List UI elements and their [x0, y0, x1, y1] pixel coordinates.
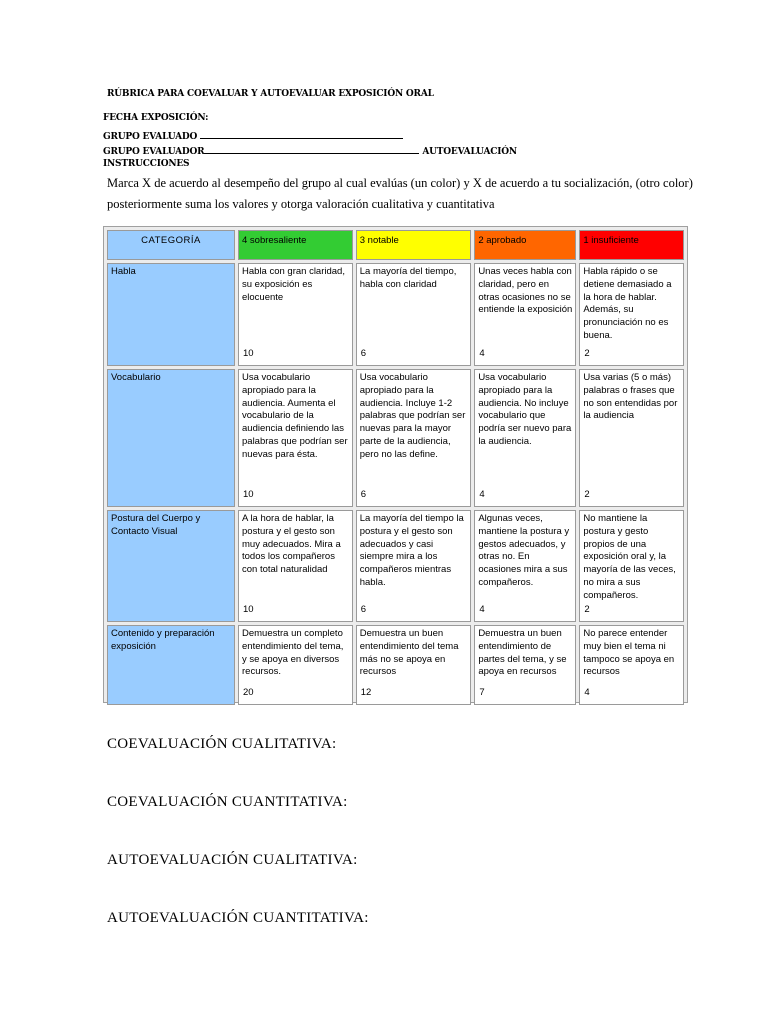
criterion-score: 6	[360, 348, 367, 360]
criterion-text: Usa varias (5 o más) palabras o frases que no son entendidas por la audiencia	[583, 372, 678, 422]
fecha-exposicion-label: FECHA EXPOSICIÓN:	[103, 113, 209, 123]
instructions-line-1: Marca X de acuerdo al desempeño del grupo al cual evalúas (un color) y X de acuerdo a tu socialización, (otro color)	[107, 176, 693, 190]
criterion-text: Usa vocabulario apropiado para la audiencia. No incluye vocabulario que podría ser nuevo para la audiencia.	[478, 372, 572, 447]
criterion-cell[interactable]	[238, 263, 353, 366]
rubric-row-vocabulario	[107, 369, 684, 507]
autoevaluacion-cuantitativa-label: AUTOEVALUACIÓN CUANTITATIVA:	[107, 910, 369, 926]
grupo-evaluador-input-line[interactable]	[204, 144, 419, 154]
autoevaluacion-cualitativa-label: AUTOEVALUACIÓN CUALITATIVA:	[107, 852, 358, 868]
level-header-sobresaliente: 4 sobresaliente	[238, 230, 353, 260]
criterion-score: 10	[243, 348, 254, 360]
level-header-notable: 3 notable	[356, 230, 472, 260]
criterion-text: Algunas veces, mantiene la postura y gestos adecuados, y otras no. En ocasiones mira a sus compañeros.	[478, 513, 570, 588]
coevaluacion-cuantitativa-label: COEVALUACIÓN CUANTITATIVA:	[107, 794, 348, 810]
rubric-row-habla	[107, 263, 684, 366]
criterion-score: 2	[584, 348, 590, 360]
instructions-line-2: posteriormente suma los valores y otorga valoración cualitativa y cuantitativa	[107, 197, 495, 211]
grupo-evaluado-input-line[interactable]	[200, 129, 403, 139]
criterion-cell[interactable]	[238, 625, 353, 705]
criterion-cell[interactable]	[579, 263, 684, 366]
criterion-cell[interactable]	[356, 263, 472, 366]
category-contenido: Contenido y preparación exposición	[107, 625, 235, 705]
criterion-text: La mayoría del tiempo, habla con claridad	[359, 266, 457, 290]
criterion-score: 12	[360, 687, 372, 699]
instrucciones-label: INSTRUCCIONES	[103, 159, 190, 169]
level-header-aprobado: 2 aprobado	[474, 230, 576, 260]
criterion-text: Demuestra un buen entendimiento de partes del tema, y se apoya en recursos	[478, 628, 567, 678]
criterion-text: Habla con gran claridad, su exposición es elocuente	[242, 266, 345, 303]
document-title: RÚBRICA PARA COEVALUAR Y AUTOEVALUAR EXPOSICIÓN ORAL	[107, 89, 434, 99]
criterion-score: 2	[584, 489, 590, 501]
criterion-cell[interactable]	[474, 263, 576, 366]
level-header-insuficiente: 1 insuficiente	[579, 230, 684, 260]
criterion-score: 10	[243, 489, 254, 501]
grupo-evaluado-label: GRUPO EVALUADO	[103, 132, 198, 142]
criterion-cell[interactable]	[474, 625, 576, 705]
criterion-score: 6	[360, 604, 367, 616]
criterion-cell[interactable]	[474, 510, 576, 622]
grupo-evaluado-field	[103, 129, 403, 142]
criterion-text: A la hora de hablar, la postura y el gesto son muy adecuados. Mira a todos los compañeros con total naturalidad	[242, 513, 341, 576]
category-vocabulario: Vocabulario	[107, 369, 235, 507]
criterion-text: Demuestra un buen entendimiento del tema más no se apoya en recursos	[359, 628, 459, 678]
criterion-text: No parece entender muy bien el tema ni tampoco se apoya en recursos	[583, 628, 675, 678]
criterion-text: Habla rápido o se detiene demasiado a la hora de hablar. Además, su pronunciación no es buena.	[583, 266, 672, 341]
rubric-header-row	[107, 230, 684, 260]
rubric-table	[103, 226, 688, 703]
criterion-cell[interactable]	[579, 625, 684, 705]
criterion-score: 4	[479, 604, 485, 616]
coevaluacion-cualitativa-label: COEVALUACIÓN CUALITATIVA:	[107, 736, 337, 752]
grupo-evaluador-label: GRUPO EVALUADOR	[103, 147, 205, 157]
autoevaluacion-label: AUTOEVALUACIÓN	[422, 147, 517, 157]
category-header: CATEGORÍA	[107, 230, 235, 260]
grupo-evaluador-field	[103, 144, 517, 157]
criterion-text: La mayoría del tiempo la postura y el gesto son adecuados y casi siempre mira a los compañeros mientras habla.	[359, 513, 464, 588]
criterion-score: 10	[243, 604, 254, 616]
category-postura: Postura del Cuerpo y Contacto Visual	[107, 510, 235, 622]
criterion-score: 7	[479, 687, 485, 699]
criterion-cell[interactable]	[579, 369, 684, 507]
criterion-cell[interactable]	[238, 369, 353, 507]
criterion-score: 4	[479, 489, 485, 501]
rubric-row-postura	[107, 510, 684, 622]
criterion-score: 6	[360, 489, 367, 501]
category-habla: Habla	[107, 263, 235, 366]
criterion-cell[interactable]	[356, 510, 472, 622]
criterion-score: 4	[584, 687, 590, 699]
criterion-text: Demuestra un completo entendimiento del tema, y se apoya en diversos recursos.	[242, 628, 344, 678]
criterion-cell[interactable]	[579, 510, 684, 622]
criterion-text: No mantiene la postura y gesto propios de una exposición oral y, la mayoría de las veces, no mira a sus compañeros.	[583, 513, 676, 601]
criterion-text: Unas veces habla con claridad, pero en otras ocasiones no se entiende la exposición	[478, 266, 573, 316]
rubric-row-contenido	[107, 625, 684, 705]
criterion-text: Usa vocabulario apropiado para la audiencia. Incluye 1-2 palabras que podrían ser nuevas para la mayor parte de la audiencia, pero no las define.	[359, 372, 466, 460]
criterion-cell[interactable]	[238, 510, 353, 622]
criterion-score: 2	[584, 604, 590, 616]
criterion-cell[interactable]	[356, 369, 472, 507]
criterion-text: Usa vocabulario apropiado para la audiencia. Aumenta el vocabulario de la audiencia definiendo las palabras que podrían ser nuevas para ésta.	[242, 372, 348, 460]
criterion-cell[interactable]	[356, 625, 472, 705]
criterion-score: 20	[243, 687, 254, 699]
criterion-cell[interactable]	[474, 369, 576, 507]
criterion-score: 4	[479, 348, 485, 360]
